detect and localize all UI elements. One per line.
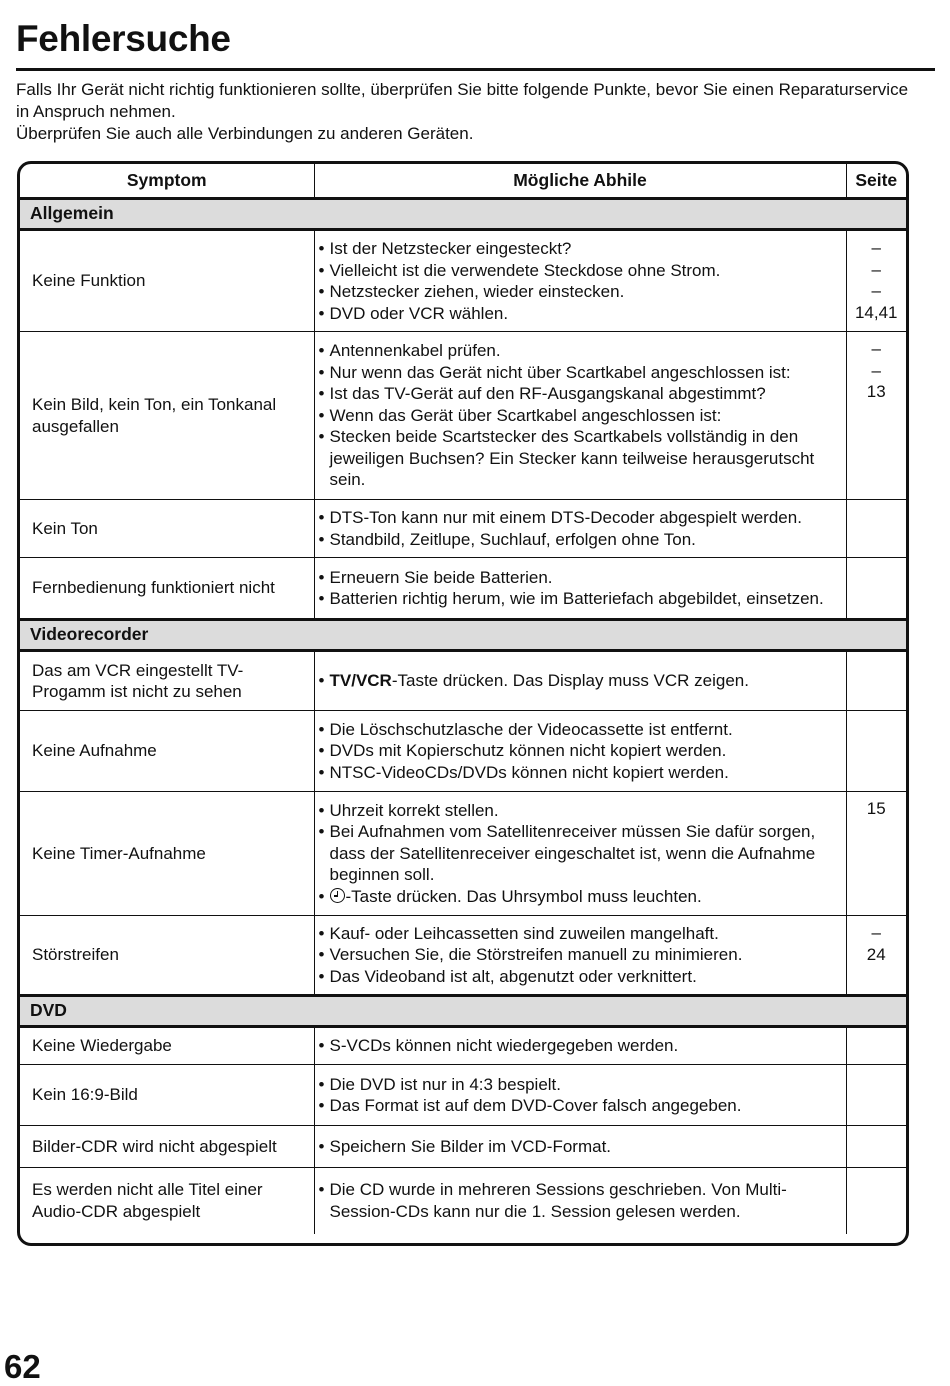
remedy-cell	[314, 1126, 846, 1168]
remedy-item: • DTS-Ton kann nur mit einem DTS-Decoder abgespielt werden.	[319, 507, 842, 529]
remedy-item: • Stecken beide Scartstecker des Scartkabels vollständig in den jeweiligen Buchsen? Ein Stecker kann teilweise herausgerutscht sein.	[319, 426, 842, 491]
page-cell	[846, 230, 906, 332]
section-dvd: DVD	[20, 996, 906, 1027]
remedy-cell	[314, 711, 846, 792]
page-ref: –	[871, 238, 881, 257]
page-ref: 14,41	[854, 302, 898, 322]
symptom-cell: Keine Timer-Aufnahme	[20, 792, 314, 916]
remedy-cell	[314, 916, 846, 996]
remedy-item: • S-VCDs können nicht wiedergegeben werden.	[319, 1035, 842, 1057]
table-row	[20, 500, 906, 558]
remedy-item: • Netzstecker ziehen, wieder einstecken.	[319, 281, 842, 303]
section-videorecorder: Videorecorder	[20, 620, 906, 651]
troubleshooting-table	[20, 164, 906, 1234]
page-ref: 13	[866, 382, 886, 401]
symptom-cell: Störstreifen	[20, 916, 314, 996]
title-rule	[16, 68, 935, 71]
remedy-item: • NTSC-VideoCDs/DVDs können nicht kopiert werden.	[319, 762, 842, 784]
troubleshooting-table-frame	[17, 161, 909, 1246]
page-ref: 24	[866, 944, 886, 964]
symptom-cell: Keine Funktion	[20, 230, 314, 332]
page-ref: –	[871, 281, 881, 300]
page-cell	[846, 500, 906, 558]
page-cell	[846, 916, 906, 996]
remedy-item: • Nur wenn das Gerät nicht über Scartkabel angeschlossen ist:	[319, 362, 842, 384]
header-page: Seite	[846, 164, 906, 199]
remedy-item	[319, 670, 842, 692]
table-row	[20, 792, 906, 916]
page-number: 62	[4, 1348, 41, 1385]
remedy-item: • Das Format ist auf dem DVD-Cover falsch angegeben.	[319, 1095, 842, 1117]
intro-line-2: Überprüfen Sie auch alle Verbindungen zu anderen Geräten.	[16, 124, 474, 143]
section-row	[20, 620, 906, 651]
symptom-cell: Fernbedienung funktioniert nicht	[20, 558, 314, 620]
header-remedy: Mögliche Abhile	[314, 164, 846, 199]
page-ref: 15	[866, 799, 886, 818]
remedy-item: • Wenn das Gerät über Scartkabel angeschlossen ist:	[319, 405, 842, 427]
remedy-item: • Batterien richtig herum, wie im Batteriefach abgebildet, einsetzen.	[319, 588, 842, 610]
remedy-item: • Ist das TV-Gerät auf den RF-Ausgangskanal abgestimmt?	[319, 383, 842, 405]
remedy-item: • Uhrzeit korrekt stellen.	[319, 800, 842, 822]
page-cell	[846, 651, 906, 711]
page-cell	[846, 711, 906, 792]
page-ref: –	[871, 360, 881, 380]
remedy-item: • Die DVD ist nur in 4:3 bespielt.	[319, 1074, 842, 1096]
remedy-item: • Antennenkabel prüfen.	[319, 340, 842, 362]
remedy-item: • Ist der Netzstecker eingesteckt?	[319, 238, 842, 260]
remedy-item: • Die CD wurde in mehreren Sessions geschrieben. Von Multi-Session-CDs kann nur die 1. Session gelesen werden.	[319, 1179, 842, 1222]
remedy-cell	[314, 1168, 846, 1234]
page-cell	[846, 1027, 906, 1065]
symptom-cell: Kein Bild, kein Ton, ein Tonkanal ausgefallen	[20, 332, 314, 500]
table-row	[20, 1027, 906, 1065]
remedy-item: • Erneuern Sie beide Batterien.	[319, 567, 842, 589]
remedy-cell	[314, 792, 846, 916]
page-cell	[846, 792, 906, 916]
symptom-cell: Kein 16:9-Bild	[20, 1065, 314, 1126]
table-row	[20, 711, 906, 792]
symptom-cell: Keine Aufnahme	[20, 711, 314, 792]
remedy-text: -Taste drücken. Das Uhrsymbol muss leuchten.	[345, 886, 702, 906]
section-row	[20, 199, 906, 230]
remedy-cell	[314, 1065, 846, 1126]
header-symptom: Symptom	[20, 164, 314, 199]
remedy-cell	[314, 651, 846, 711]
remedy-cell	[314, 230, 846, 332]
remedy-item: • DVD oder VCR wählen.	[319, 303, 842, 325]
remedy-item	[319, 886, 842, 908]
remedy-item: • Versuchen Sie, die Störstreifen manuell zu minimieren.	[319, 944, 842, 966]
table-header-row	[20, 164, 906, 199]
remedy-item: • Das Videoband ist alt, abgenutzt oder verknittert.	[319, 966, 842, 988]
table-row	[20, 1168, 906, 1234]
page-cell	[846, 1168, 906, 1234]
table-row	[20, 1065, 906, 1126]
remedy-item: • Standbild, Zeitlupe, Suchlauf, erfolgen ohne Ton.	[319, 529, 842, 551]
intro-line-1: Falls Ihr Gerät nicht richtig funktionieren sollte, überprüfen Sie bitte folgende Punkte, bevor Sie einen Reparaturservice in Anspruch nehmen.	[16, 80, 909, 121]
page-cell	[846, 558, 906, 620]
table-row	[20, 332, 906, 500]
remedy-cell	[314, 558, 846, 620]
table-row	[20, 558, 906, 620]
symptom-cell: Es werden nicht alle Titel einer Audio-CDR abgespielt	[20, 1168, 314, 1234]
remedy-cell	[314, 500, 846, 558]
page-title: Fehlersuche	[16, 18, 231, 59]
table-row	[20, 651, 906, 711]
remedy-item: • Vielleicht ist die verwendete Steckdose ohne Strom.	[319, 260, 842, 282]
remedy-item: • Bei Aufnahmen vom Satellitenreceiver müssen Sie dafür sorgen, dass der Satellitenreceiver eingeschaltet ist, wenn die Aufnahme beginnen soll.	[319, 821, 842, 886]
symptom-cell: Das am VCR eingestellt TV-Progamm ist nicht zu sehen	[20, 651, 314, 711]
page-cell	[846, 1065, 906, 1126]
remedy-item: • Speichern Sie Bilder im VCD-Format.	[319, 1136, 842, 1158]
remedy-item: • Kauf- oder Leihcassetten sind zuweilen mangelhaft.	[319, 923, 842, 945]
tv-vcr-key-label: TV/VCR	[329, 671, 392, 691]
page-ref: –	[871, 259, 881, 279]
remedy-item: • Die Löschschutzlasche der Videocassette ist entfernt.	[319, 719, 842, 741]
symptom-cell: Keine Wiedergabe	[20, 1027, 314, 1065]
page-ref: –	[871, 339, 881, 358]
remedy-item: • DVDs mit Kopierschutz können nicht kopiert werden.	[319, 740, 842, 762]
section-allgemein: Allgemein	[20, 199, 906, 230]
table-row	[20, 1126, 906, 1168]
intro-text	[16, 79, 916, 145]
page-ref: –	[871, 923, 881, 942]
table-row	[20, 230, 906, 332]
table-row	[20, 916, 906, 996]
symptom-cell: Bilder-CDR wird nicht abgespielt	[20, 1126, 314, 1168]
clock-icon	[330, 888, 345, 903]
section-row	[20, 996, 906, 1027]
remedy-text: -Taste drücken. Das Display muss VCR zeigen.	[391, 671, 749, 691]
remedy-cell	[314, 332, 846, 500]
page-cell	[846, 1126, 906, 1168]
remedy-cell	[314, 1027, 846, 1065]
symptom-cell: Kein Ton	[20, 500, 314, 558]
page-cell	[846, 332, 906, 500]
